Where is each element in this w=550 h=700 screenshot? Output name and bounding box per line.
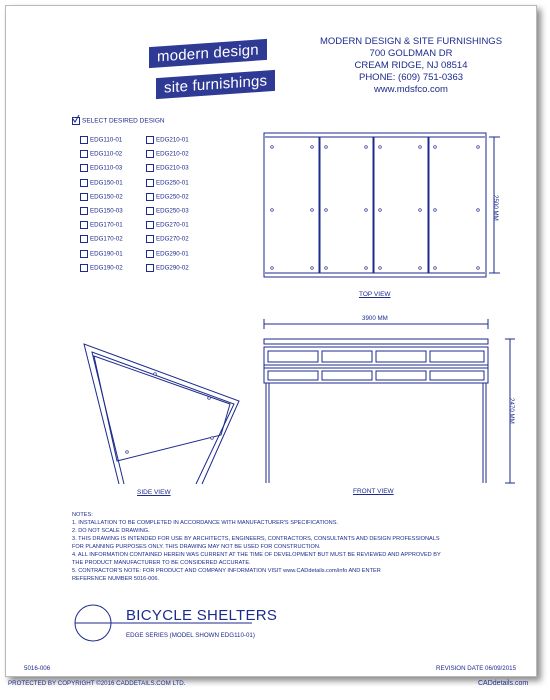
model-option-label: EDG170-01 xyxy=(90,221,123,229)
top-view-outline xyxy=(264,133,486,277)
notes-block xyxy=(72,511,502,583)
bolt-icon xyxy=(379,209,382,212)
company-phone: PHONE: (609) 751-0363 xyxy=(358,72,464,83)
width-dimension-label: 3900 MM xyxy=(362,315,388,322)
model-option-label: EDG210-02 xyxy=(156,150,189,158)
bolt-icon xyxy=(434,267,437,270)
logo-line-1: modern design xyxy=(149,39,267,68)
model-option-label: EDG150-02 xyxy=(90,193,123,201)
bolt-icon xyxy=(419,146,422,149)
bolt-icon xyxy=(434,209,437,212)
model-option-label: EDG110-03 xyxy=(90,165,123,173)
note-line: 2. DO NOT SCALE DRAWING. xyxy=(72,528,150,534)
bolt-icon xyxy=(126,451,129,454)
model-option-label: EDG250-03 xyxy=(156,207,189,215)
bolt-icon xyxy=(477,146,480,149)
note-line: REFERENCE NUMBER 5016-006. xyxy=(72,576,160,582)
drawing-title: BICYCLE SHELTERS xyxy=(126,607,278,624)
bolt-icon xyxy=(208,397,211,400)
bolt-icon xyxy=(325,146,328,149)
model-option-label: EDG290-02 xyxy=(156,264,189,272)
front-view-label: FRONT VIEW xyxy=(353,488,394,495)
side-view-label: SIDE VIEW xyxy=(137,489,171,496)
height-dimension-label: 2470 MM xyxy=(508,398,515,424)
bolt-icon xyxy=(477,209,480,212)
bolt-icon xyxy=(311,209,314,212)
model-option-label: EDG270-01 xyxy=(156,221,189,229)
select-design-label: SELECT DESIRED DESIGN xyxy=(82,117,165,125)
front-view-panel xyxy=(376,371,426,380)
bolt-icon xyxy=(365,209,368,212)
model-option-label: EDG110-01 xyxy=(90,136,123,144)
bolt-icon xyxy=(154,373,157,376)
front-view-panel xyxy=(322,351,372,362)
model-option-label: EDG270-02 xyxy=(156,236,189,244)
front-view-panel xyxy=(376,351,426,362)
logo-line-2: site furnishings xyxy=(156,70,275,99)
model-option-label: EDG190-02 xyxy=(90,264,123,272)
bolt-icon xyxy=(379,267,382,270)
bolt-icon xyxy=(325,209,328,212)
drawing-subtitle: EDGE SERIES (MODEL SHOWN EDG110-01) xyxy=(126,632,255,639)
bolt-icon xyxy=(311,267,314,270)
note-line: 3. THIS DRAWING IS INTENDED FOR USE BY ARCHITECTS, ENGINEERS, CONTRACTORS, CONSULTANTS AND DESIGN PROFESSIONALS xyxy=(72,536,440,542)
copyright-notice: PROTECTED BY COPYRIGHT ©2016 CADDETAILS.COM LTD. xyxy=(8,680,186,687)
model-option-label: EDG150-01 xyxy=(90,179,123,187)
note-line: 5. CONTRACTOR'S NOTE: FOR PRODUCT AND COMPANY INFORMATION VISIT www.CADdetails.com/info AND ENTER xyxy=(72,568,381,574)
revision-date: REVISION DATE 06/09/2015 xyxy=(436,665,517,672)
model-option-label: EDG210-01 xyxy=(156,136,189,144)
model-option-label: EDG150-03 xyxy=(90,207,123,215)
company-city: CREAM RIDGE, NJ 08514 xyxy=(354,60,468,71)
model-option-label: EDG250-02 xyxy=(156,193,189,201)
bolt-icon xyxy=(211,437,214,440)
front-view-panel xyxy=(268,371,318,380)
note-line: FOR PLANNING PURPOSES ONLY. THIS DRAWING MAY NOT BE USED FOR CONSTRUCTION. xyxy=(72,544,321,550)
caddetails-link[interactable]: CADdetails.com xyxy=(478,680,529,687)
model-option-label: EDG190-01 xyxy=(90,250,123,258)
bolt-icon xyxy=(271,209,274,212)
drawing-sheet xyxy=(5,5,537,677)
model-option-label: EDG170-02 xyxy=(90,236,123,244)
reference-number: 5016-006 xyxy=(24,665,51,672)
notes-heading: NOTES: xyxy=(72,512,93,518)
note-line: 4. ALL INFORMATION CONTAINED HEREIN WAS CURRENT AT THE TIME OF DEVELOPMENT BUT MUST BE REVIEWED AND APPROVED BY xyxy=(72,552,441,558)
company-web: www.mdsfco.com xyxy=(374,84,448,95)
model-option-label: EDG290-01 xyxy=(156,250,189,258)
bolt-icon xyxy=(271,146,274,149)
company-address: 700 GOLDMAN DR xyxy=(369,48,453,59)
bolt-icon xyxy=(419,267,422,270)
top-view-label: TOP VIEW xyxy=(359,291,391,298)
model-option-label: EDG250-01 xyxy=(156,179,189,187)
notes-list xyxy=(72,519,502,583)
bolt-icon xyxy=(379,146,382,149)
note-line: THE PRODUCT MANUFACTURER TO BE CONSIDERED ACCURATE. xyxy=(72,560,251,566)
bolt-icon xyxy=(477,267,480,270)
front-view-panel xyxy=(322,371,372,380)
bolt-icon xyxy=(311,146,314,149)
front-view-panel xyxy=(430,371,484,380)
bolt-icon xyxy=(365,146,368,149)
front-view-panel xyxy=(268,351,318,362)
bolt-icon xyxy=(271,267,274,270)
note-line: 1. INSTALLATION TO BE COMPLETED IN ACCORDANCE WITH MANUFACTURER'S SPECIFICATIONS. xyxy=(72,520,338,526)
model-option-label: EDG210-03 xyxy=(156,165,189,173)
side-view-frame-inner xyxy=(92,352,234,484)
bolt-icon xyxy=(434,146,437,149)
bolt-icon xyxy=(365,267,368,270)
bolt-icon xyxy=(325,267,328,270)
bolt-icon xyxy=(419,209,422,212)
front-view-roof-edge xyxy=(264,339,488,344)
model-option-label: EDG110-02 xyxy=(90,150,123,158)
depth-dimension-label: 2500 MM xyxy=(492,195,499,221)
front-view-panel xyxy=(430,351,484,362)
company-name: MODERN DESIGN & SITE FURNISHINGS xyxy=(319,36,503,47)
